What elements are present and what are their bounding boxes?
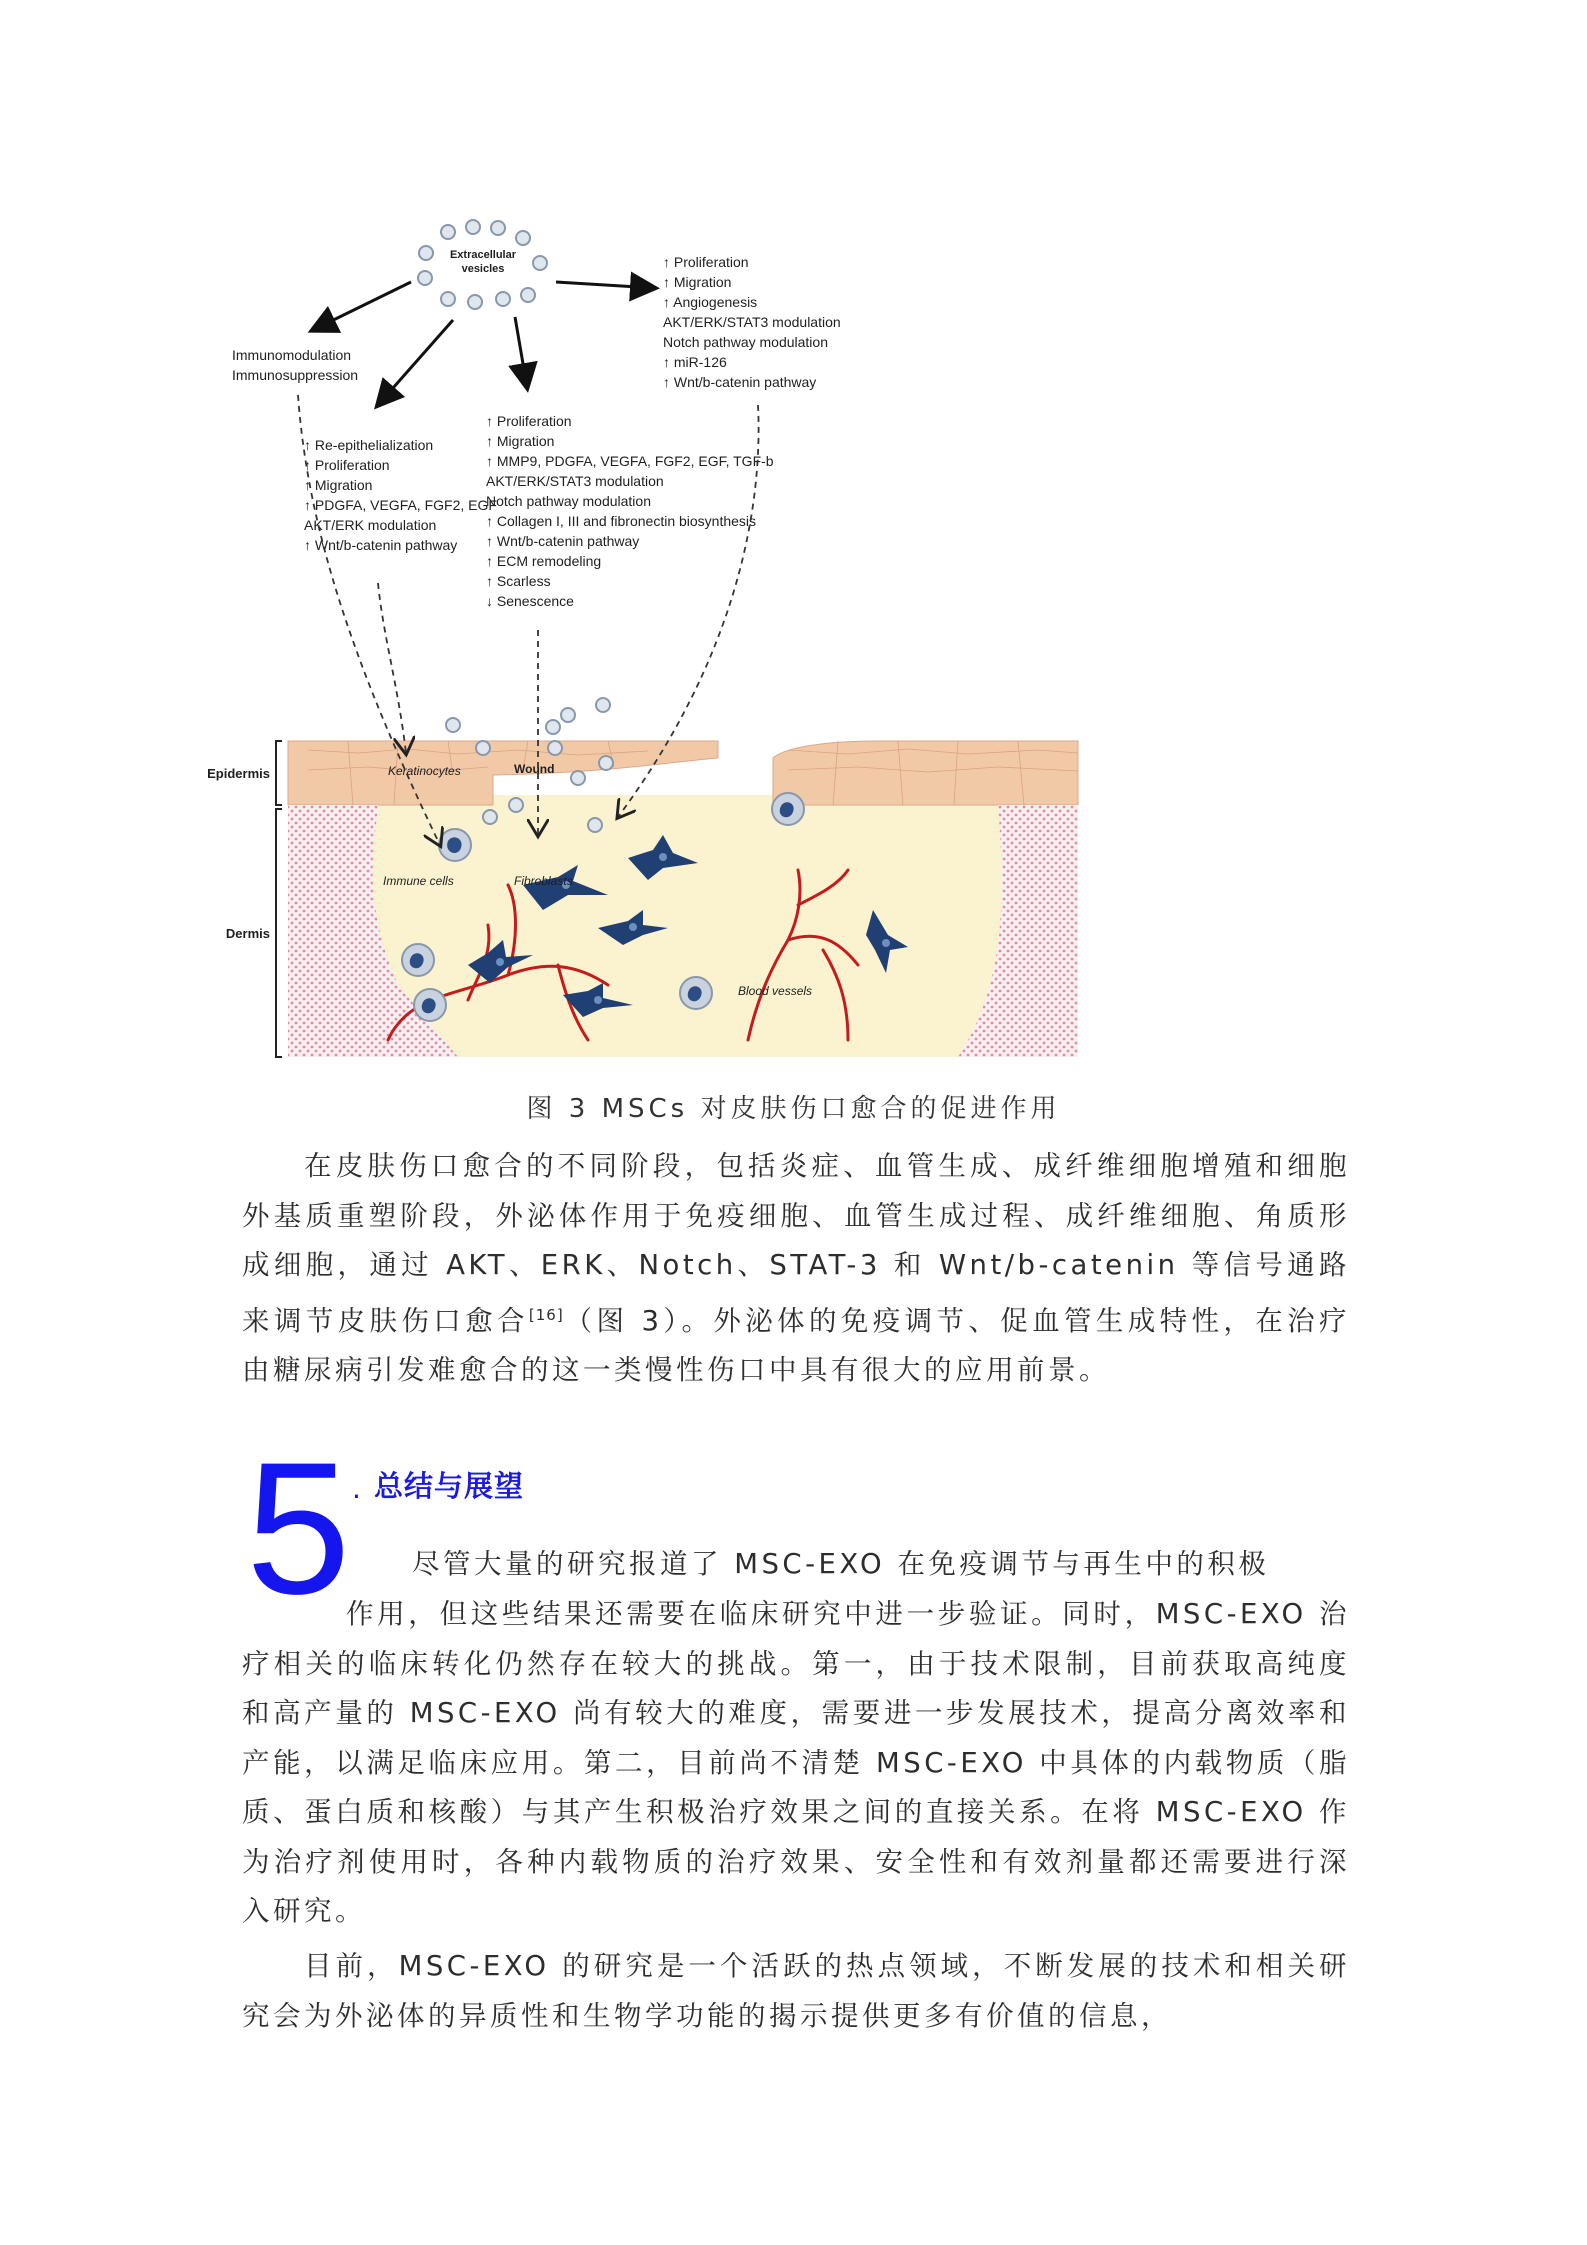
- wound-label: Wound: [514, 762, 555, 776]
- citation-link[interactable]: [16]: [528, 1305, 564, 1324]
- arrow-to-vessel-list: [556, 282, 654, 288]
- effect-line: ↑ Scarless: [486, 573, 551, 589]
- effect-line: ↑ PDGFA, VEGFA, FGF2, EGF: [304, 497, 497, 513]
- effect-line: ↑ Proliferation: [663, 254, 749, 270]
- fibroblasts-label: Fibroblasts: [514, 874, 573, 888]
- vesicle-icon: [546, 720, 560, 734]
- vesicle-icon: [466, 220, 480, 234]
- effect-line: ↑ Proliferation: [304, 457, 390, 473]
- vesicle-icon: [588, 818, 602, 832]
- vesicle-icon: [521, 288, 535, 302]
- vesicle-icon: [496, 292, 510, 306]
- vesicle-icon: [533, 256, 547, 270]
- vesicle-icon: [476, 741, 490, 755]
- vesicle-icon: [441, 225, 455, 239]
- section-number-dot: .: [352, 1472, 361, 1505]
- section-number: 5: [246, 1423, 351, 1633]
- vesicles-label-line2: vesicles: [461, 263, 505, 275]
- effect-line: ↑ Migration: [486, 433, 555, 449]
- effect-line: ↑ Proliferation: [486, 413, 572, 429]
- solid-arrows: [313, 282, 654, 405]
- vesicle-icon: [491, 221, 505, 235]
- immuno-line: Immunosuppression: [232, 367, 359, 383]
- immuno-list: [232, 347, 358, 383]
- effect-line: Notch pathway modulation: [663, 334, 828, 350]
- section-title: 总结与展望: [374, 1469, 525, 1503]
- dermis-label: Dermis: [225, 926, 270, 941]
- vesicle-cluster: [418, 220, 547, 309]
- paragraph-text-after: （图 3）。外泌体的免疫调节、促血管生成特性，在治疗由糖尿病引发难愈合的这一类慢性伤口中具有很大的应用前景。: [242, 1304, 1350, 1387]
- epidermis-label: Epidermis: [207, 766, 270, 781]
- effect-line: ↑ miR-126: [663, 354, 727, 370]
- paragraph-outlook: 目前，MSC-EXO 的研究是一个活跃的热点领域，不断发展的技术和相关研究会为外泌体的异质性和生物学功能的揭示提供更多有价值的信息，: [242, 1950, 1350, 2032]
- paragraph-summary-indent: 作用，: [346, 1598, 440, 1630]
- fibroblast-effects-list: [486, 413, 774, 609]
- keratinocyte-effects-list: [304, 437, 497, 553]
- vesicle-icon: [599, 756, 613, 770]
- arrow-to-immuno: [313, 282, 411, 330]
- effect-line: Notch pathway modulation: [486, 493, 651, 509]
- effect-line: ↑ ECM remodeling: [486, 553, 602, 569]
- blood-vessels-label: Blood vessels: [738, 984, 813, 998]
- effect-line: ↑ Wnt/b-catenin pathway: [486, 533, 640, 549]
- vesicle-icon: [441, 292, 455, 306]
- vessel-effects-list: [663, 254, 841, 390]
- vesicle-icon: [419, 246, 433, 260]
- paragraph-text: 在皮肤伤口愈合的不同阶段，包括炎症、血管生成、成纤维细胞增殖和细胞外基质重塑阶段，外泌体作用于免疫细胞、血管生成过程、成纤维细胞、角质形成细胞，通过 AKT、ERK、Notch、STAT-3 和 Wnt/b-catenin 等信号通路来调节皮肤伤口愈合: [242, 1150, 1350, 1337]
- vesicles-label-line1: Extracellular: [449, 249, 517, 261]
- vesicle-icon: [596, 698, 610, 712]
- immune-cells-label: Immune cells: [383, 874, 454, 888]
- effect-line: ↑ Migration: [663, 274, 732, 290]
- dashed-arrow-keratinocytes: [378, 583, 406, 753]
- effect-line: AKT/ERK modulation: [304, 517, 437, 533]
- vesicle-icon: [571, 771, 585, 785]
- effect-line: ↑ Wnt/b-catenin pathway: [304, 537, 458, 553]
- paragraph-summary-rest: 但这些结果还需要在临床研究中进一步验证。同时，MSC-EXO 治疗相关的临床转化仍然存在较大的挑战。第一，由于技术限制，目前获取高纯度和高产量的 MSC-EXO 尚有较大的难度，需要进一步发展技术，提高分离效率和产能，以满足临床应用。第二，目前尚不清楚 MSC-EXO 中具体的内载物质（脂质、蛋白质和核酸）与其产生积极治疗效果之间的直接关系。在将 MSC-EXO 作为治疗剂使用时，各种内载物质的治疗效果、安全性和有效剂量都还需要进行深入研究。: [242, 1598, 1351, 1927]
- figure-caption: 图 3 MSCs 对皮肤伤口愈合的促进作用: [526, 1094, 1061, 1124]
- effect-line: ↓ Senescence: [486, 593, 574, 609]
- vesicle-icon: [468, 295, 482, 309]
- effect-line: AKT/ERK/STAT3 modulation: [486, 473, 664, 489]
- vesicle-icon: [483, 810, 497, 824]
- vesicle-icon: [509, 798, 523, 812]
- paragraph-wound-healing: [242, 1142, 1350, 1396]
- diagram-svg: [207, 205, 1076, 1057]
- vesicle-icon: [516, 231, 530, 245]
- keratinocytes-label: Keratinocytes: [388, 764, 461, 778]
- effect-line: ↑ MMP9, PDGFA, VEGFA, FGF2, EGF, TGF-b: [486, 453, 774, 469]
- paragraph-summary: [242, 1590, 1350, 1937]
- effect-line: ↑ Re-epithelialization: [304, 437, 434, 453]
- effect-line: ↑ Wnt/b-catenin pathway: [663, 374, 817, 390]
- epidermis-bracket: [276, 741, 282, 805]
- immuno-line: Immunomodulation: [232, 347, 352, 363]
- vesicle-icon: [548, 741, 562, 755]
- vesicle-icon: [418, 271, 432, 285]
- effect-line: ↑ Collagen I, III and fibronectin biosynthesis: [486, 513, 757, 529]
- figure-skin-wound-diagram: [207, 205, 1076, 1057]
- effect-line: ↑ Migration: [304, 477, 373, 493]
- effect-line: ↑ Angiogenesis: [663, 294, 758, 310]
- effect-line: AKT/ERK/STAT3 modulation: [663, 314, 841, 330]
- vesicle-icon: [561, 708, 575, 722]
- skin-section: [207, 698, 1078, 1057]
- paragraph-summary-first-line: 尽管大量的研究报道了 MSC-EXO 在免疫调节与再生中的积极: [412, 1548, 1270, 1580]
- arrow-to-fibroblast-list: [515, 317, 527, 387]
- vesicle-icon: [446, 718, 460, 732]
- dermis-bracket: [276, 809, 282, 1057]
- arrow-to-keratinocyte-list: [378, 320, 453, 405]
